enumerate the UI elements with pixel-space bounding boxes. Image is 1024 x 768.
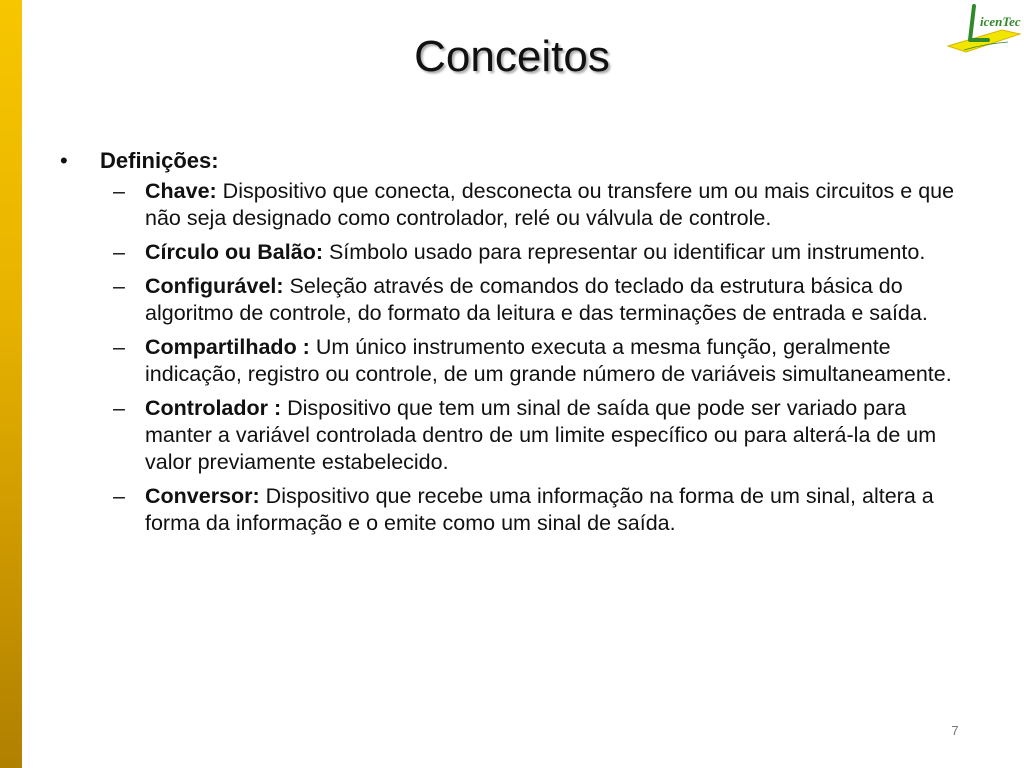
definition-text: Seleção através de comandos do teclado da estrutura básica do algoritmo de controle, do formato da leitura e das terminações de entrada e saída. bbox=[145, 274, 928, 325]
section-heading bbox=[60, 147, 960, 174]
definition-text: Símbolo usado para representar ou identificar um instrumento. bbox=[322, 240, 926, 264]
definition-text: Dispositivo que conecta, desconecta ou transfere um ou mais circuitos e que não seja designado como controlador, relé ou válvula de controle. bbox=[145, 179, 955, 230]
definition-term: Círculo ou Balão: bbox=[145, 240, 323, 264]
definition-term: Conversor: bbox=[145, 484, 260, 508]
slide-title: Conceitos bbox=[414, 32, 610, 81]
definition-item bbox=[60, 273, 960, 327]
definition-text: Dispositivo que tem um sinal de saída que pode ser variado para manter a variável controlada dentro de um limite específico ou para alterá-la de um valor previamente estabelecido. bbox=[145, 396, 937, 474]
dash-icon: – bbox=[113, 484, 125, 508]
definition-item bbox=[60, 334, 960, 388]
definition-term: Compartilhado : bbox=[145, 335, 310, 359]
slide-body bbox=[60, 147, 960, 544]
section-heading-text: Definições: bbox=[100, 148, 219, 173]
definition-term: Controlador : bbox=[145, 396, 282, 420]
definition-item bbox=[60, 178, 960, 232]
dash-icon: – bbox=[113, 274, 125, 298]
definition-text: Dispositivo que recebe uma informação na forma de um sinal, altera a forma da informação e o emite como um sinal de saída. bbox=[145, 484, 934, 535]
definition-term: Configurável: bbox=[145, 274, 284, 298]
dash-icon: – bbox=[113, 179, 125, 203]
definition-item bbox=[60, 483, 960, 537]
licentec-logo bbox=[944, 0, 1024, 56]
definition-term: Chave: bbox=[145, 179, 217, 203]
definition-item bbox=[60, 395, 960, 476]
dash-icon: – bbox=[113, 335, 125, 359]
dash-icon: – bbox=[113, 240, 125, 264]
page-number: 7 bbox=[951, 723, 959, 738]
definition-list bbox=[60, 178, 960, 537]
left-accent-bar bbox=[0, 0, 22, 768]
svg-text:icenTec: icenTec bbox=[980, 14, 1021, 29]
bullet-icon: • bbox=[60, 148, 68, 173]
dash-icon: – bbox=[113, 396, 125, 420]
definition-text: Um único instrumento executa a mesma função, geralmente indicação, registro ou controle, de um grande número de variáveis simultaneamente. bbox=[145, 335, 952, 386]
definition-item bbox=[60, 239, 960, 266]
